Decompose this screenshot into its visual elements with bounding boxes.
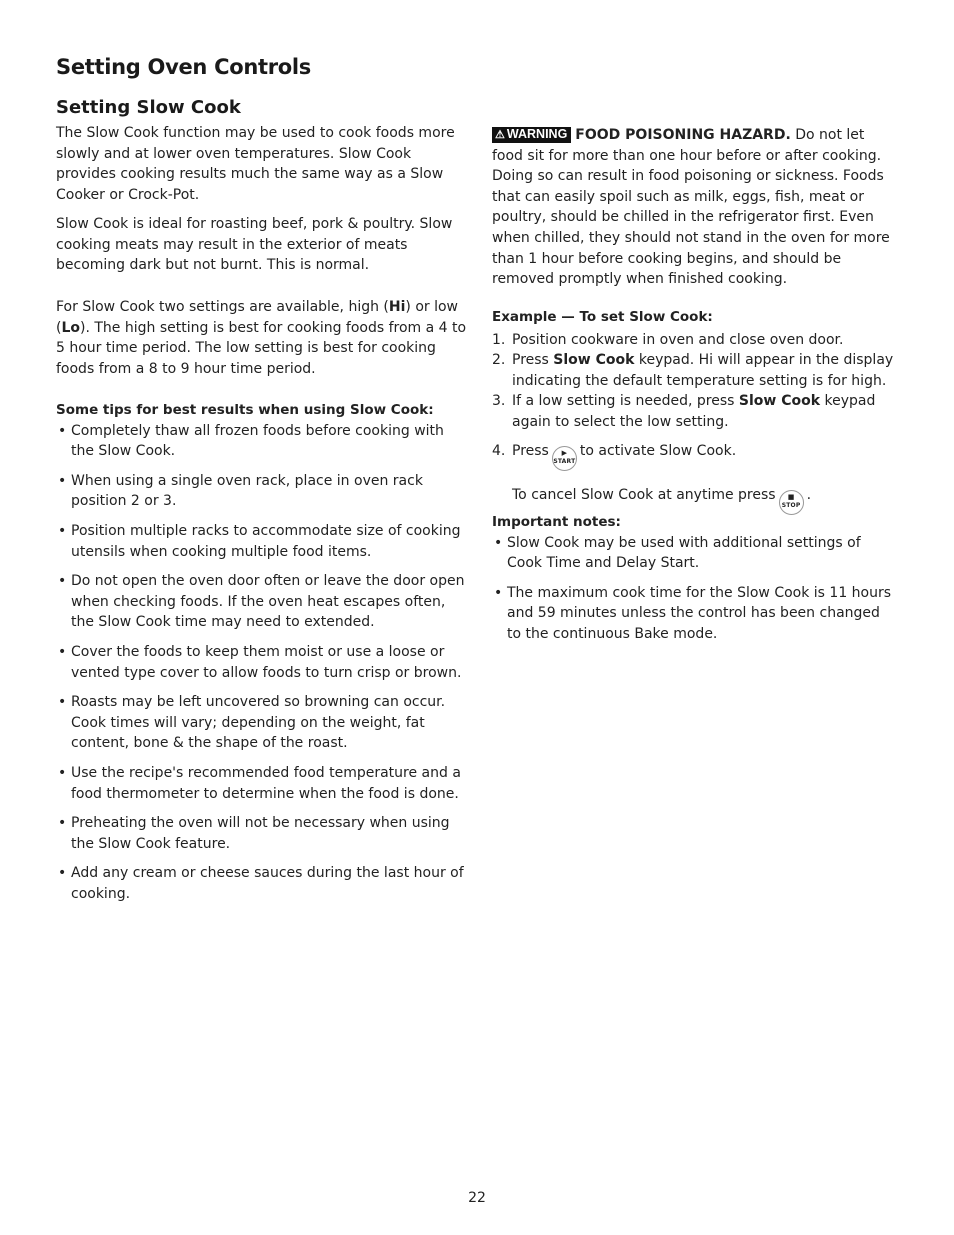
warning-text <box>492 125 898 290</box>
settings-text-b: ) or low ( <box>56 299 458 336</box>
list-item: • Do not open the oven door often or leave the door open when checking foods. If the oven heat escapes often, the Slow Cook time may need to extended. <box>56 571 466 633</box>
intro-text-1: The Slow Cook function may be used to cook foods more slowly and at lower oven temperatures. Slow Cook provides cooking results much the same way as a Slow Cooker or Crock-Pot. <box>56 125 455 203</box>
page-title: Setting Oven Controls <box>56 55 311 79</box>
list-item: • Preheating the oven will not be necessary when using the Slow Cook feature. <box>56 813 466 854</box>
stop-key-icon <box>779 490 804 515</box>
page-number: 22 <box>468 1190 486 1206</box>
step-item <box>492 391 898 432</box>
slow-cook-keypad-label: Slow Cook <box>553 352 635 369</box>
start-key-label: START <box>553 457 576 465</box>
cancel-text-end: . <box>806 486 812 503</box>
list-item: • Use the recipe's recommended food temperature and a food thermometer to determine when the food is done. <box>56 763 466 804</box>
cancel-instruction <box>492 485 898 515</box>
warning-badge <box>492 127 571 143</box>
list-item: • Completely thaw all frozen foods before cooking with the Slow Cook. <box>56 421 466 462</box>
notes-list <box>492 533 898 645</box>
tips-heading: Some tips for best results when using Slow Cook: <box>56 402 434 418</box>
tips-section <box>56 400 466 913</box>
step-number: 4. <box>492 442 506 459</box>
slow-cook-keypad-label: Slow Cook <box>738 393 821 410</box>
list-item: • When using a single oven rack, place in oven rack position 2 or 3. <box>56 471 466 512</box>
intro-text-2: Slow Cook is ideal for roasting beef, pork & poultry. Slow cooking meats may result in the exterior of meats becoming dark but not burnt. This is normal. <box>56 216 453 274</box>
step-text: Press <box>512 442 549 459</box>
step-item <box>492 350 898 391</box>
cancel-text: To cancel Slow Cook at anytime press <box>512 486 776 503</box>
warning-badge-label: WARNING <box>506 127 568 141</box>
settings-paragraph <box>56 297 468 379</box>
step-text: to activate Slow Cook. <box>579 442 737 459</box>
step-text: Position cookware in oven and close oven door. <box>512 331 844 348</box>
step-text: If a low setting is needed, press <box>512 393 739 410</box>
setting-lo-label: Lo <box>61 319 81 336</box>
section-title: Setting Slow Cook <box>56 97 241 118</box>
settings-text <box>56 297 468 379</box>
list-item: • The maximum cook time for the Slow Cook is 11 hours and 59 minutes unless the control has been changed to the continuous Bake mode. <box>492 583 898 645</box>
list-item: • Position multiple racks to accommodate size of cooking utensils when cooking multiple food items. <box>56 521 466 562</box>
list-item: • Cover the foods to keep them moist or use a loose or vented type cover to allow foods to turn crisp or brown. <box>56 642 466 683</box>
steps-list <box>492 330 898 471</box>
notes-heading: Important notes: <box>492 514 621 530</box>
settings-text-a: For Slow Cook two settings are available, high ( <box>56 299 389 315</box>
stop-key-label: STOP <box>781 501 801 509</box>
warning-body: Do not let food sit for more than one hour before or after cooking. Doing so can result in food poisoning or sickness. Foods that can easily spoil such as milk, eggs, fish, meat or poultry, should be chilled in the refrigerator first. Even when chilled, they should not stand in the oven for more than 1 hour before cooking begins, and should be removed promptly when finished cooking. <box>492 127 890 288</box>
step-text: keypad again to select the low setting. <box>512 393 876 430</box>
warning-block <box>492 125 898 290</box>
settings-text-c: ). The high setting is best for cooking foods from a 4 to 5 hour time period. The low setting is best for cooking foods from a 8 to 9 hour time period. <box>56 319 467 377</box>
intro-paragraph-1 <box>56 123 468 205</box>
list-item: • Add any cream or cheese sauces during the last hour of cooking. <box>56 863 466 904</box>
warning-triangle-icon: ⚠ <box>495 129 505 141</box>
list-item: • Slow Cook may be used with additional settings of Cook Time and Delay Start. <box>492 533 898 574</box>
tips-list <box>56 421 466 905</box>
step-number: 1. <box>492 331 506 348</box>
notes-section <box>492 512 898 654</box>
setting-hi-label: Hi <box>388 299 406 315</box>
example-section <box>492 307 898 515</box>
stop-symbol: ■ <box>787 492 795 501</box>
start-key-icon <box>552 446 577 471</box>
start-symbol: ▶ <box>561 448 568 457</box>
step-number: 2. <box>492 352 506 369</box>
warning-title: FOOD POISONING HAZARD. <box>575 127 791 143</box>
step-number: 3. <box>492 393 506 410</box>
intro-paragraph-2 <box>56 214 468 276</box>
step-item <box>492 330 898 351</box>
step-text: keypad. Hi will appear in the display indicating the default temperature setting is for high. <box>512 352 894 389</box>
step-item <box>492 441 898 471</box>
list-item: • Roasts may be left uncovered so browning can occur. Cook times will vary; depending on the weight, fat content, bone & the shape of the roast. <box>56 692 466 754</box>
step-text: Press <box>512 352 554 369</box>
example-heading: Example — To set Slow Cook: <box>492 309 713 325</box>
